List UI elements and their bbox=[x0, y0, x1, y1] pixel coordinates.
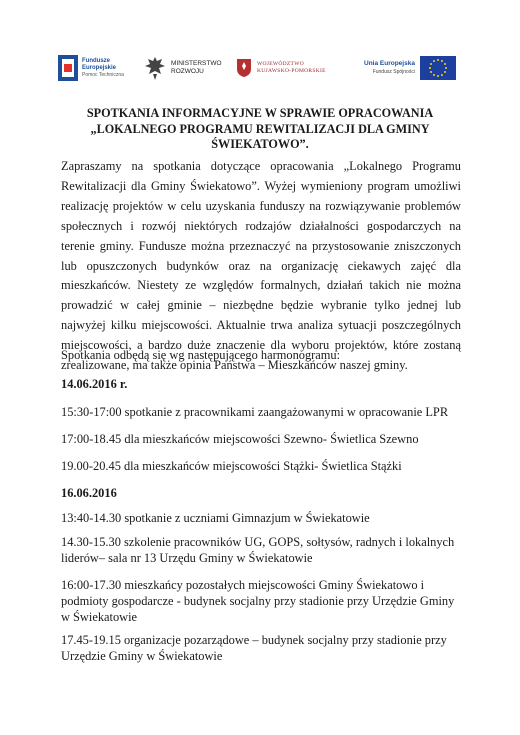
fundusze-europejskie-mark-icon bbox=[58, 55, 78, 81]
logo-bar bbox=[58, 48, 478, 88]
fundusze-europejskie-logo bbox=[58, 48, 124, 88]
title-line-3: ŚWIEKATOWO”. bbox=[211, 137, 309, 151]
ministerstwo-logo-line1: MINISTERSTWO bbox=[171, 60, 222, 67]
wojewodztwo-logo-line1: WOJEWÓDZTWO bbox=[257, 61, 304, 67]
coat-of-arms-icon bbox=[236, 58, 252, 78]
unia-logo-line2: Fundusz Spójności bbox=[372, 69, 415, 75]
title-line-1: SPOTKANIA INFORMACYJNE W SPRAWIE OPRACOWANIA bbox=[86, 106, 434, 120]
ministerstwo-rozwoju-logo bbox=[144, 48, 222, 88]
schedule-item: 14.30-15.30 szkolenie pracowników UG, GOPS, sołtysów, radnych i lokalnych liderów– sala nr 13 Urzędu Gminy w Świekatowie bbox=[61, 535, 455, 566]
wojewodztwo-logo-line2: KUJAWSKO-POMORSKIE bbox=[257, 68, 326, 74]
fundusze-logo-line3: Pomoc Techniczna bbox=[82, 71, 124, 78]
ministerstwo-logo-line2: ROZWOJU bbox=[171, 68, 204, 75]
schedule-intro: Spotkania odbędą się wg następującego harmonogramu: bbox=[61, 348, 341, 362]
eu-flag-icon bbox=[420, 56, 456, 80]
eagle-emblem-icon bbox=[144, 54, 166, 82]
unia-logo-line1: Unia Europejska bbox=[364, 60, 415, 67]
schedule-item: 17.45-19.15 organizacje pozarządowe – budynek socjalny przy stadionie przy Urzędzie Gminy w Świekatowie bbox=[61, 633, 447, 664]
fundusze-logo-line2: Europejskie bbox=[82, 64, 117, 71]
schedule-item: 16:00-17.30 mieszkańcy pozostałych miejscowości Gminy Świekatowo i podmioty gospodarcze - budynek socjalny przy stadionie przy Urzędzie Gminy w Świekatowie bbox=[61, 578, 455, 625]
document-title bbox=[60, 106, 460, 153]
schedule-item: 13:40-14.30 spotkanie z uczniami Gimnazjum w Świekatowie bbox=[61, 511, 370, 525]
schedule-date: 14.06.2016 r. bbox=[61, 377, 128, 391]
wojewodztwo-kujawsko-pomorskie-logo bbox=[236, 48, 326, 88]
fundusze-logo-line1: Fundusze bbox=[82, 57, 110, 64]
schedule-item: 19.00-20.45 dla mieszkańców miejscowości Stążki- Świetlica Stążki bbox=[61, 459, 402, 473]
unia-europejska-logo bbox=[364, 48, 456, 88]
intro-paragraph: Zapraszamy na spotkania dotyczące opracowania „Lokalnego Programu Rewitalizacji dla Gminy Świekatowo”. Wyżej wymieniony program umożliwi realizację projektów w celu uzyskania funduszy na rozwiązywanie problemów społecznych i rozwój niektórych rodzajów działalności gospodarczych na terenie gminy. Fundusze można przeznaczyć na przystosowanie zniszczonych lub opuszczonych budynków oraz na organizację ciekawych zajęć dla mieszkańców. Niestety ze względów formalnych, działań takich nie można prowadzić w całej gminie – niezbędne będzie wybranie tylko jednej lub najwyżej kilku miejscowości. Aktualnie trwa analiza sytuacji poszczególnych miejscowości, a bardzo duże znaczenie dla wyboru projektów, które zostaną zrealizowane, ma także opinia Państwa – Mieszkańców naszej gminy. bbox=[61, 159, 461, 373]
title-line-2: „LOKALNEGO PROGRAMU REWITALIZACJI DLA GMINY bbox=[90, 121, 430, 136]
schedule-item: 17:00-18.45 dla mieszkańców miejscowości Szewno- Świetlica Szewno bbox=[61, 432, 419, 446]
schedule-item: 15:30-17:00 spotkanie z pracownikami zaangażowanymi w opracowanie LPR bbox=[61, 405, 449, 419]
schedule-date: 16.06.2016 bbox=[61, 486, 117, 500]
